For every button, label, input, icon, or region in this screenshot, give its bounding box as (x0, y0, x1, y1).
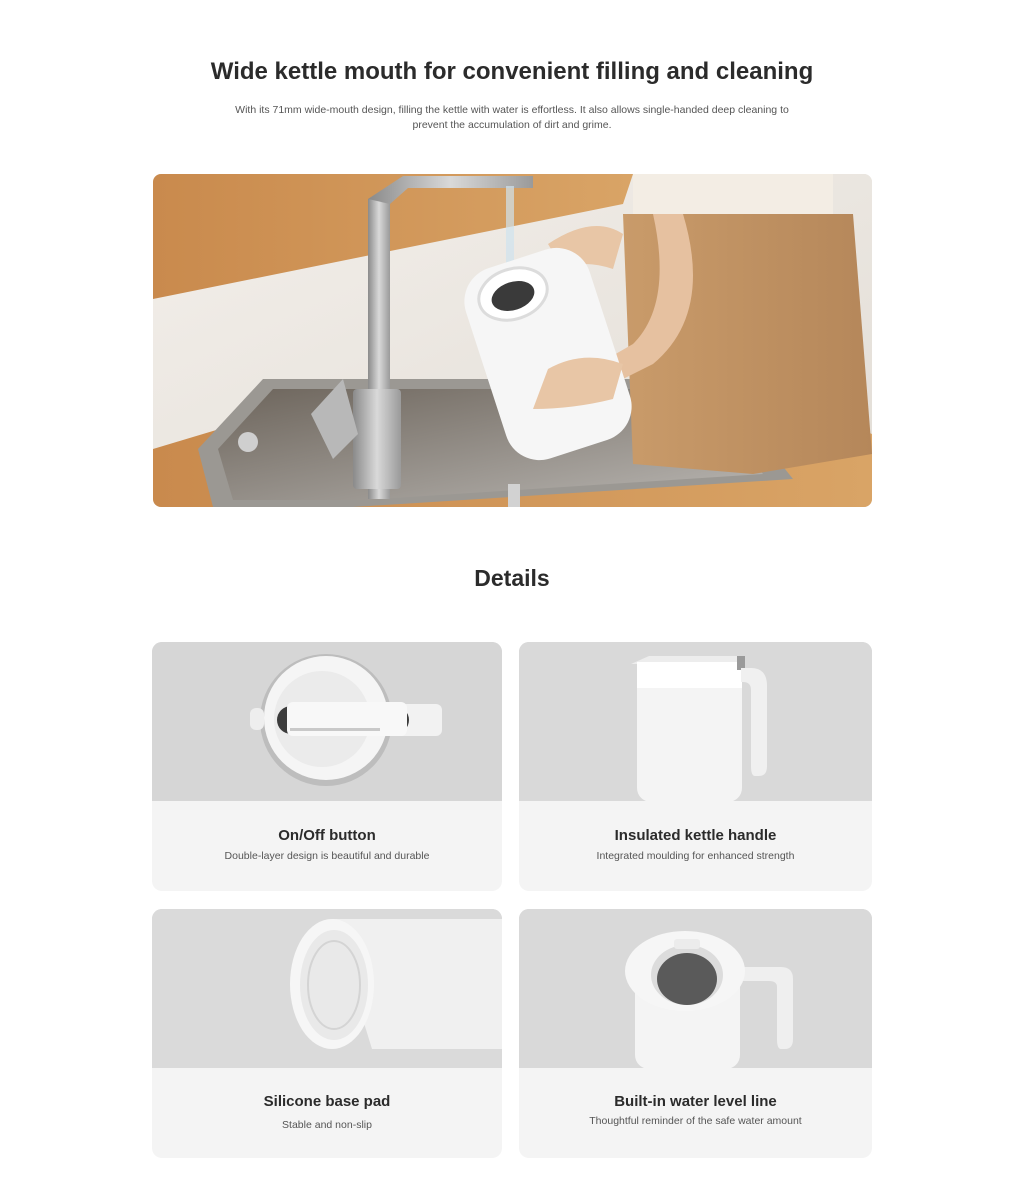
detail-card-onoff-button (152, 642, 502, 891)
card-subtitle: Stable and non-slip (282, 1119, 372, 1131)
card-subtitle: Integrated moulding for enhanced strength (596, 850, 795, 862)
silicone-base-image (152, 909, 502, 1068)
detail-card-kettle-handle (519, 642, 872, 891)
card-subtitle: Double-layer design is beautiful and durable (224, 850, 430, 862)
hero-title: Wide kettle mouth for convenient filling and cleaning (210, 58, 814, 85)
detail-card-water-level-line (519, 909, 872, 1158)
detail-card-silicone-base (152, 909, 502, 1158)
onoff-button-image (152, 642, 502, 801)
kettle-handle-image (519, 642, 872, 801)
card-subtitle: Thoughtful reminder of the safe water amount (589, 1115, 802, 1127)
kettle-filling-photo (153, 174, 872, 507)
card-title: On/Off button (278, 827, 376, 844)
card-title: Built-in water level line (614, 1093, 777, 1110)
details-title: Details (474, 565, 550, 591)
card-title: Silicone base pad (263, 1093, 391, 1110)
water-level-image (519, 909, 872, 1068)
hero-description: With its 71mm wide-mouth design, filling the kettle with water is effortless. It also allows single-handed deep cleaning to prevent the accumulation of dirt and grime. (235, 104, 789, 131)
card-title: Insulated kettle handle (614, 827, 777, 844)
